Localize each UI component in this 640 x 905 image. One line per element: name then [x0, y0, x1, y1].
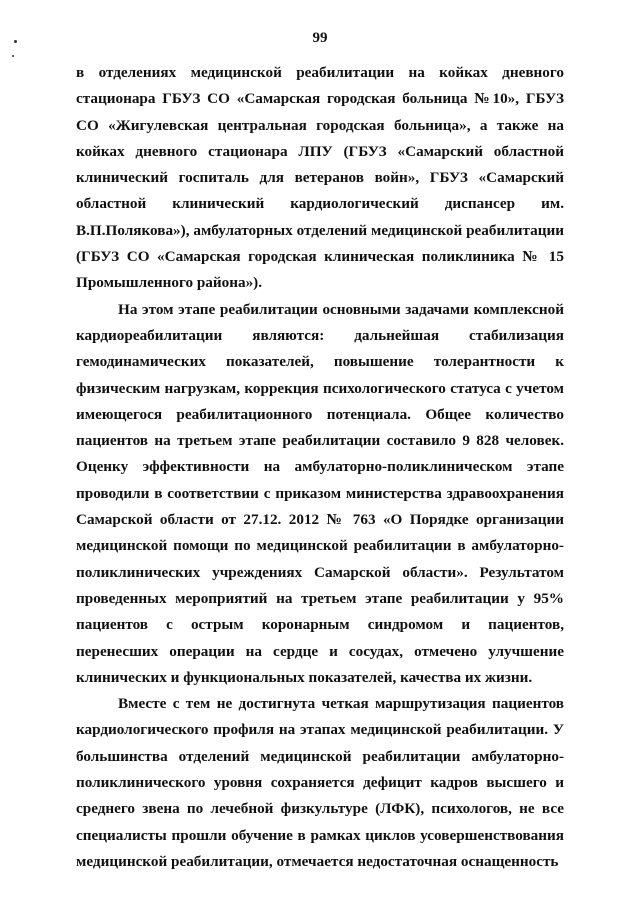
scan-speck — [12, 55, 14, 57]
paragraph-2: На этом этапе реабилитации основными задачами комплексной кардиореабилитации являются: дальнейшая стабилизация гемодинамических показателей, повышение толерантности к физическим нагрузкам, коррекция психологического статуса с учетом имеющегося реабилитационного потенциала. Общее количество пациентов на третьем этапе реабилитации составило 9 828 человек. Оценку эффективности на амбулаторно-поликлиническом этапе проводили в соответствии с приказом министерства здравоохранения Самарской области от 27.12. 2012 № 763 «О Порядке организации медицинской помощи по медицинской реабилитации в амбулаторно-поликлинических учреждениях Самарской области». Результатом проведенных мероприятий на третьем этапе реабилитации у 95% пациентов с острым коронарным синдромом и пациентов, перенесших операции на сердце и сосудах, отмечено улучшение клинических и функциональных показателей, качества их жизни. — [76, 300, 564, 686]
paragraph-3: Вместе с тем не достигнута четкая маршрутизация пациентов кардиологического профиля на этапах медицинской реабилитации. У большинства отделений медицинской реабилитации амбулаторно-поликлинического уровня сохраняется дефицит кадров высшего и среднего звена по лечебной физкультуре (ЛФК), психологов, не все специалисты прошли обучение в рамках циклов усовершенствования медицинской реабилитации, отмечается недостаточная оснащенность — [76, 695, 564, 870]
document-body — [76, 60, 564, 875]
paragraph-1: в отделениях медицинской реабилитации на койках дневного стационара ГБУЗ СО «Самарская городская больница №10», ГБУЗ СО «Жигулевская центральная городская больница», а также на койках дневного стационара ЛПУ (ГБУЗ «Самарский областной клинический госпиталь для ветеранов войн», ГБУЗ «Самарский областной клинический кардиологический диспансер им. В.П.Полякова»), амбулаторных отделений медицинской реабилитации (ГБУЗ СО «Самарская городская клиническая поликлиника № 15 Промышленного района»). — [76, 64, 564, 292]
page-number: 99 — [312, 30, 328, 46]
